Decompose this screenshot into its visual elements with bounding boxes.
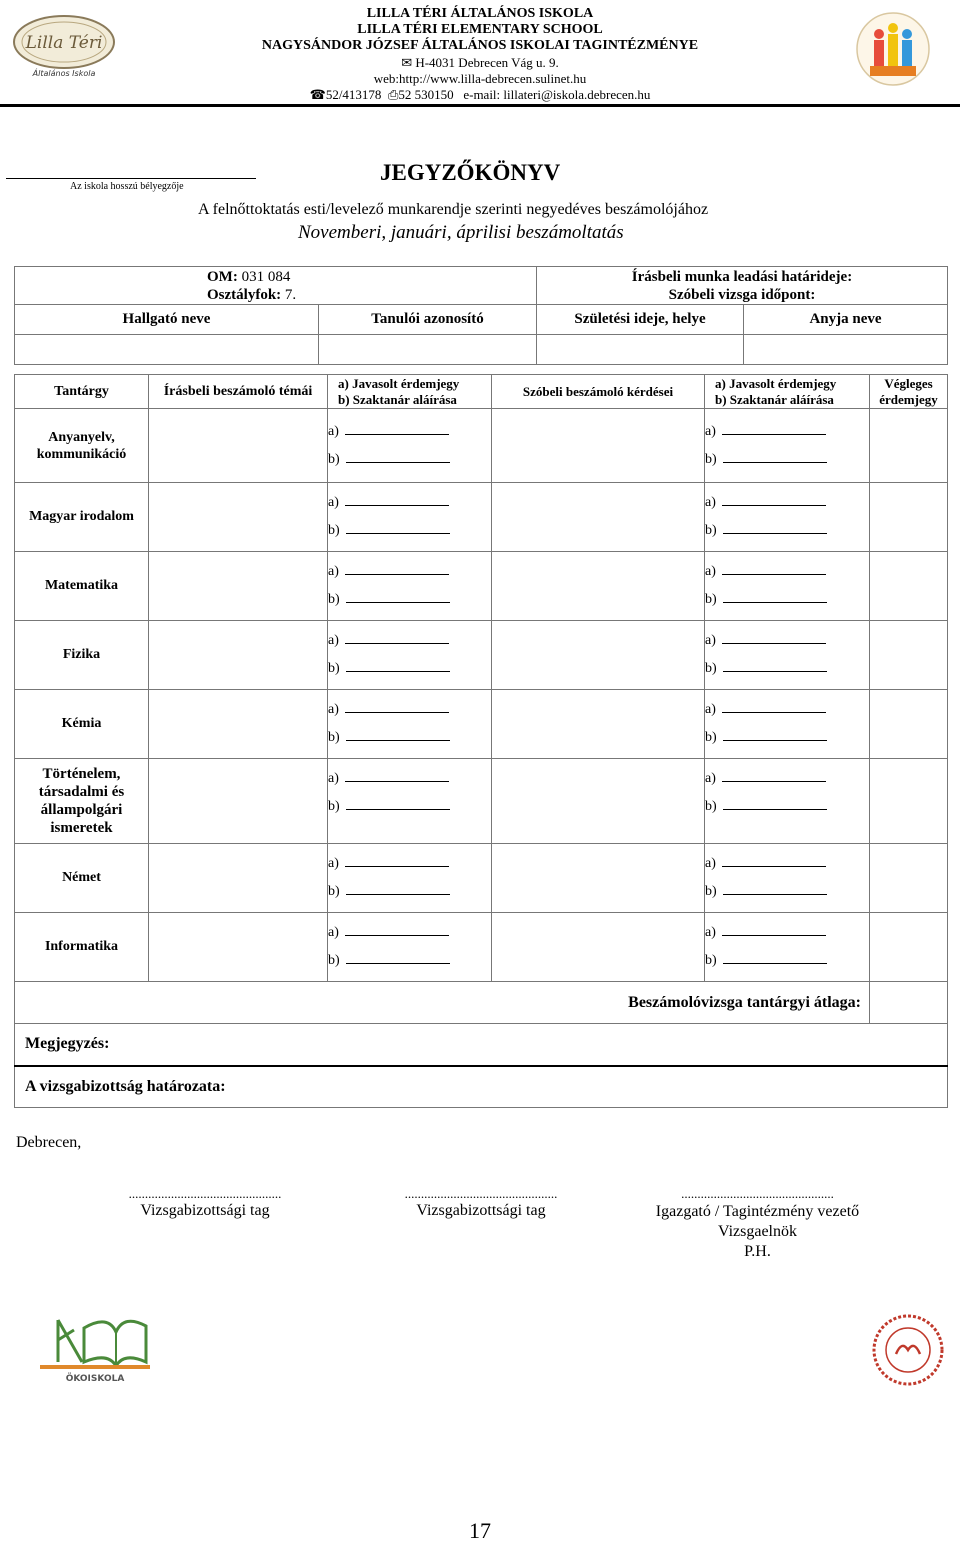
oral-questions-cell[interactable] (492, 759, 705, 844)
member-school-logo (852, 10, 934, 88)
table-row (15, 759, 948, 844)
oral-grade-cell[interactable]: a) b) (705, 409, 870, 483)
birth-header: Születési ideje, helye (537, 305, 744, 335)
envelope-icon: ✉ (401, 55, 413, 70)
written-topics-cell[interactable] (149, 759, 328, 844)
telephone-icon: ☎ (309, 87, 326, 102)
final-grade-cell[interactable] (870, 483, 948, 552)
final-grade-header: Végleges érdemjegy (870, 375, 948, 409)
fax-icon: ⎙ (387, 87, 399, 102)
stamp-label: Az iskola hosszú bélyegzője (70, 181, 184, 192)
subject-name: Matematika (15, 552, 149, 621)
oral-questions-cell[interactable] (492, 913, 705, 982)
oral-questions-cell[interactable] (492, 483, 705, 552)
oral-grade-cell[interactable]: a) b) (705, 913, 870, 982)
svg-text:Általános Iskola: Általános Iskola (32, 69, 96, 78)
oral-grade-cell[interactable]: a) b) (705, 690, 870, 759)
written-grade-cell[interactable]: a) b) (328, 552, 492, 621)
svg-text:ÖKOISKOLA: ÖKOISKOLA (65, 1374, 125, 1384)
signature-member-2: ............................................... Vizsgabizottsági tag (404, 1186, 558, 1219)
subject-name: Német (15, 844, 149, 913)
web-line: web:http://www.lilla-debrecen.sulinet.hu (373, 71, 587, 86)
written-topics-cell[interactable] (149, 913, 328, 982)
student-id-field[interactable] (319, 335, 537, 365)
document-subtitle: A felnőttoktatás esti/levelező munkarendje szerinti negyedéves beszámolójához (198, 201, 709, 218)
student-id-header: Tanulói azonosító (319, 305, 537, 335)
written-topics-cell[interactable] (149, 844, 328, 913)
stamp-line (6, 178, 256, 179)
subjects-table (14, 374, 948, 1108)
table-row (15, 844, 948, 913)
oral-questions-header: Szóbeli beszámoló kérdései (492, 375, 705, 409)
page-number: 17 (469, 1518, 491, 1543)
table-row (15, 552, 948, 621)
subject-header: Tantárgy (15, 375, 149, 409)
oral-questions-cell[interactable] (492, 552, 705, 621)
mother-name-field[interactable] (744, 335, 948, 365)
written-grade-cell[interactable]: a) b) (328, 409, 492, 483)
average-row (15, 982, 948, 1024)
written-topics-cell[interactable] (149, 690, 328, 759)
notes-label[interactable]: Megjegyzés: (15, 1024, 948, 1066)
written-grade-cell[interactable]: a) b) (328, 913, 492, 982)
svg-text:Lilla Téri: Lilla Téri (25, 33, 103, 53)
oral-questions-cell[interactable] (492, 844, 705, 913)
subject-name: Magyar irodalom (15, 483, 149, 552)
average-label: Beszámolóvizsga tantárgyi átlaga: (15, 982, 870, 1024)
contact-line: ☎52/413178 ⎙52 530150 e-mail: lillateri@iskola.debrecen.hu (309, 87, 651, 102)
final-grade-cell[interactable] (870, 913, 948, 982)
oral-grade-cell[interactable]: a) b) (705, 759, 870, 844)
written-grade-cell[interactable]: a) b) (328, 621, 492, 690)
oral-grade-cell[interactable]: a) b) (705, 552, 870, 621)
written-grade-cell[interactable]: a) b) (328, 690, 492, 759)
written-topics-cell[interactable] (149, 621, 328, 690)
document-title: JEGYZŐKÖNYV (380, 160, 561, 185)
table-row (15, 483, 948, 552)
signature-member-1: ............................................... Vizsgabizottsági tag (128, 1186, 282, 1219)
mother-name-header: Anyja neve (744, 305, 948, 335)
document-subtitle-italic: Novemberi, januári, áprilisi beszámoltatás (298, 222, 624, 243)
oral-grade-cell[interactable]: a) b) (705, 621, 870, 690)
birth-field[interactable] (537, 335, 744, 365)
oral-grade-cell[interactable]: a) b) (705, 483, 870, 552)
school-member-name: NAGYSÁNDOR JÓZSEF ÁLTALÁNOS ISKOLAI TAGINTÉZMÉNYE (261, 38, 699, 53)
average-field[interactable] (870, 982, 948, 1024)
school-name-hu: LILLA TÉRI ÁLTALÁNOS ISKOLA (366, 6, 594, 21)
final-grade-cell[interactable] (870, 621, 948, 690)
oral-grade-cell[interactable]: a) b) (705, 844, 870, 913)
address-line: ✉ H-4031 Debrecen Vág u. 9. (401, 55, 559, 70)
oral-questions-cell[interactable] (492, 621, 705, 690)
written-grade-cell[interactable]: a) b) (328, 844, 492, 913)
certification-stamp (870, 1312, 946, 1388)
written-topics-cell[interactable] (149, 552, 328, 621)
table-row (15, 913, 948, 982)
place-label: Debrecen, (16, 1134, 82, 1151)
deadline-cell: Írásbeli munka leadási határideje: Szóbeli vizsga időpont: (537, 267, 948, 305)
table-row (15, 409, 948, 483)
decision-row (15, 1066, 948, 1108)
subject-name: Kémia (15, 690, 149, 759)
subject-name: Informatika (15, 913, 149, 982)
student-name-field[interactable] (15, 335, 319, 365)
notes-row (15, 1024, 948, 1066)
decision-label[interactable]: A vizsgabizottság határozata: (15, 1066, 948, 1108)
final-grade-cell[interactable] (870, 552, 948, 621)
subject-name: Anyanyelv, kommunikáció (15, 409, 149, 483)
final-grade-cell[interactable] (870, 759, 948, 844)
written-topics-cell[interactable] (149, 409, 328, 483)
eco-school-logo (38, 1310, 152, 1386)
school-logo (12, 10, 118, 80)
info-table (14, 266, 948, 365)
student-name-header: Hallgató neve (15, 305, 319, 335)
written-grade-cell[interactable]: a) b) (328, 483, 492, 552)
subject-name: Történelem, társadalmi és állampolgári ismeretek (15, 759, 149, 844)
final-grade-cell[interactable] (870, 844, 948, 913)
subject-name: Fizika (15, 621, 149, 690)
oral-questions-cell[interactable] (492, 409, 705, 483)
written-grade-header: a) Javasolt érdemjegy b) Szaktanár aláírása (328, 375, 492, 409)
final-grade-cell[interactable] (870, 690, 948, 759)
signature-head: ............................................... Igazgató / Tagintézmény vezető Vizsgaelnök P.H. (655, 1186, 860, 1260)
oral-grade-header: a) Javasolt érdemjegy b) Szaktanár aláírása (705, 375, 870, 409)
written-topics-cell[interactable] (149, 483, 328, 552)
om-cell: OM: 031 084 Osztályfok: 7. (15, 267, 537, 305)
final-grade-cell[interactable] (870, 409, 948, 483)
written-topics-header: Írásbeli beszámoló témái (149, 375, 328, 409)
oral-questions-cell[interactable] (492, 690, 705, 759)
header-rule (0, 104, 960, 107)
table-row (15, 621, 948, 690)
school-name-en: LILLA TÉRI ELEMENTARY SCHOOL (357, 22, 603, 37)
table-row (15, 690, 948, 759)
written-grade-cell[interactable]: a) b) (328, 759, 492, 844)
